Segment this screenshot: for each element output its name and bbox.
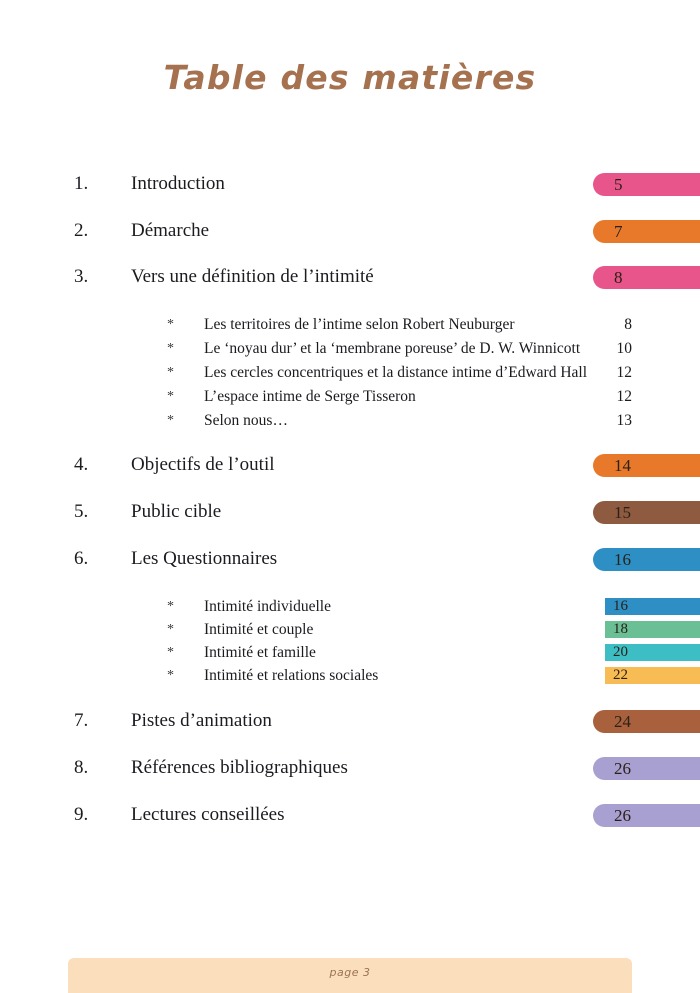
bullet-star-icon: *: [167, 413, 174, 428]
page-number-label: page 3: [329, 966, 371, 979]
bullet-star-icon: *: [167, 341, 174, 356]
toc-entry-page-bar: [593, 710, 700, 733]
toc-entry-page-number: 24: [614, 712, 631, 731]
toc-subentry[interactable]: [0, 338, 700, 359]
bullet-star-icon: *: [167, 599, 174, 614]
toc-subentry-title: Intimité et famille: [204, 644, 316, 661]
toc-subentry-page-bar: [605, 598, 700, 615]
toc-subentry-page-number: 16: [613, 598, 628, 614]
toc-entry-title: Introduction: [131, 173, 225, 194]
bullet-star-icon: *: [167, 645, 174, 660]
toc-entry-number: 8.: [74, 757, 89, 778]
toc-subentry-page-number: 22: [613, 667, 628, 683]
toc-entry-title: Démarche: [131, 220, 210, 241]
toc-entry[interactable]: [0, 262, 700, 292]
toc-subentry-title: Intimité et couple: [204, 621, 314, 638]
toc-subentry[interactable]: [0, 362, 700, 383]
toc-subentry[interactable]: [0, 386, 700, 407]
toc-subentry-page-number: 12: [616, 388, 632, 405]
toc-entry-page-number: 7: [614, 222, 623, 241]
bullet-star-icon: *: [167, 622, 174, 637]
bullet-star-icon: *: [167, 668, 174, 683]
toc-entry[interactable]: [0, 706, 700, 736]
toc-entry-number: 7.: [74, 710, 89, 731]
toc-entry-page-bar: [593, 804, 700, 827]
bullet-star-icon: *: [167, 365, 174, 380]
page-title: Table des matières: [163, 58, 537, 97]
toc-entry-page-bar: [593, 548, 700, 571]
toc-entry[interactable]: [0, 497, 700, 527]
toc-subentry-title: L’espace intime de Serge Tisseron: [204, 388, 416, 405]
toc-entry-page-bar: [593, 266, 700, 289]
toc-entry-page-number: 14: [614, 456, 631, 475]
toc-entry-page-bar: [593, 173, 700, 196]
toc-subentry-page-bar: [605, 667, 700, 684]
toc-entry-number: 1.: [74, 173, 89, 194]
toc-subentry[interactable]: [0, 410, 700, 431]
bullet-star-icon: *: [167, 317, 174, 332]
toc-subentry-page-number: 18: [613, 621, 628, 637]
toc-subentry[interactable]: [0, 596, 700, 617]
toc-entry[interactable]: [0, 450, 700, 480]
toc-entry-number: 3.: [74, 266, 89, 287]
toc-entry-title: Public cible: [131, 501, 222, 522]
toc-entry-title: Références bibliographiques: [131, 757, 348, 778]
bullet-star-icon: *: [167, 389, 174, 404]
toc-subentry-page-bar: [605, 644, 700, 661]
toc-subentry-title: Le ‘noyau dur’ et la ‘membrane poreuse’ de D. W. Winnicott: [204, 340, 581, 357]
toc-entry[interactable]: [0, 544, 700, 574]
toc-entry[interactable]: [0, 800, 700, 830]
toc-entry-page-number: 5: [614, 175, 623, 194]
toc-subentry-page-bar: [605, 621, 700, 638]
toc-entry-page-bar: [593, 757, 700, 780]
page-footer-bar: [68, 958, 632, 993]
toc-subentry-title: Les territoires de l’intime selon Robert Neuburger: [204, 316, 515, 333]
toc-entry-number: 4.: [74, 454, 89, 475]
toc-entry-number: 5.: [74, 501, 89, 522]
toc-entry-page-number: 16: [614, 550, 631, 569]
toc-subentry[interactable]: [0, 314, 700, 335]
toc-entry-number: 6.: [74, 548, 89, 569]
toc-entry-number: 2.: [74, 220, 89, 241]
toc-subentry-title: Selon nous…: [204, 412, 288, 429]
toc-subentry-title: Intimité et relations sociales: [204, 667, 379, 684]
toc-subentry[interactable]: [0, 665, 700, 686]
toc-subentry-page-number: 13: [616, 412, 632, 429]
toc-entry-page-bar: [593, 501, 700, 524]
toc-subentry-title: Les cercles concentriques et la distance intime d’Edward Hall: [204, 364, 588, 381]
toc-entry-page-number: 15: [614, 503, 631, 522]
toc-entry[interactable]: [0, 169, 700, 199]
toc-subentry[interactable]: [0, 642, 700, 663]
toc-entry-page-bar: [593, 454, 700, 477]
toc-entry-page-number: 26: [614, 806, 631, 825]
toc-entry-title: Lectures conseillées: [131, 804, 285, 825]
toc-subentry-page-number: 12: [616, 364, 632, 381]
toc-entry-title: Les Questionnaires: [131, 548, 278, 569]
toc-subentry-page-number: 20: [613, 644, 628, 660]
toc-entry-page-number: 8: [614, 268, 623, 287]
toc-entry-page-bar: [593, 220, 700, 243]
toc-entry-page-number: 26: [614, 759, 631, 778]
toc-entry-title: Vers une définition de l’intimité: [131, 266, 374, 287]
toc-subentry-title: Intimité individuelle: [204, 598, 331, 615]
toc-entry[interactable]: [0, 216, 700, 246]
toc-entry[interactable]: [0, 753, 700, 783]
toc-subentry-page-number: 8: [624, 316, 632, 333]
toc-subentry[interactable]: [0, 619, 700, 640]
toc-subentry-page-number: 10: [616, 340, 632, 357]
toc-entry-number: 9.: [74, 804, 89, 825]
toc-entry-title: Objectifs de l’outil: [131, 454, 275, 475]
toc-entry-title: Pistes d’animation: [131, 710, 272, 731]
